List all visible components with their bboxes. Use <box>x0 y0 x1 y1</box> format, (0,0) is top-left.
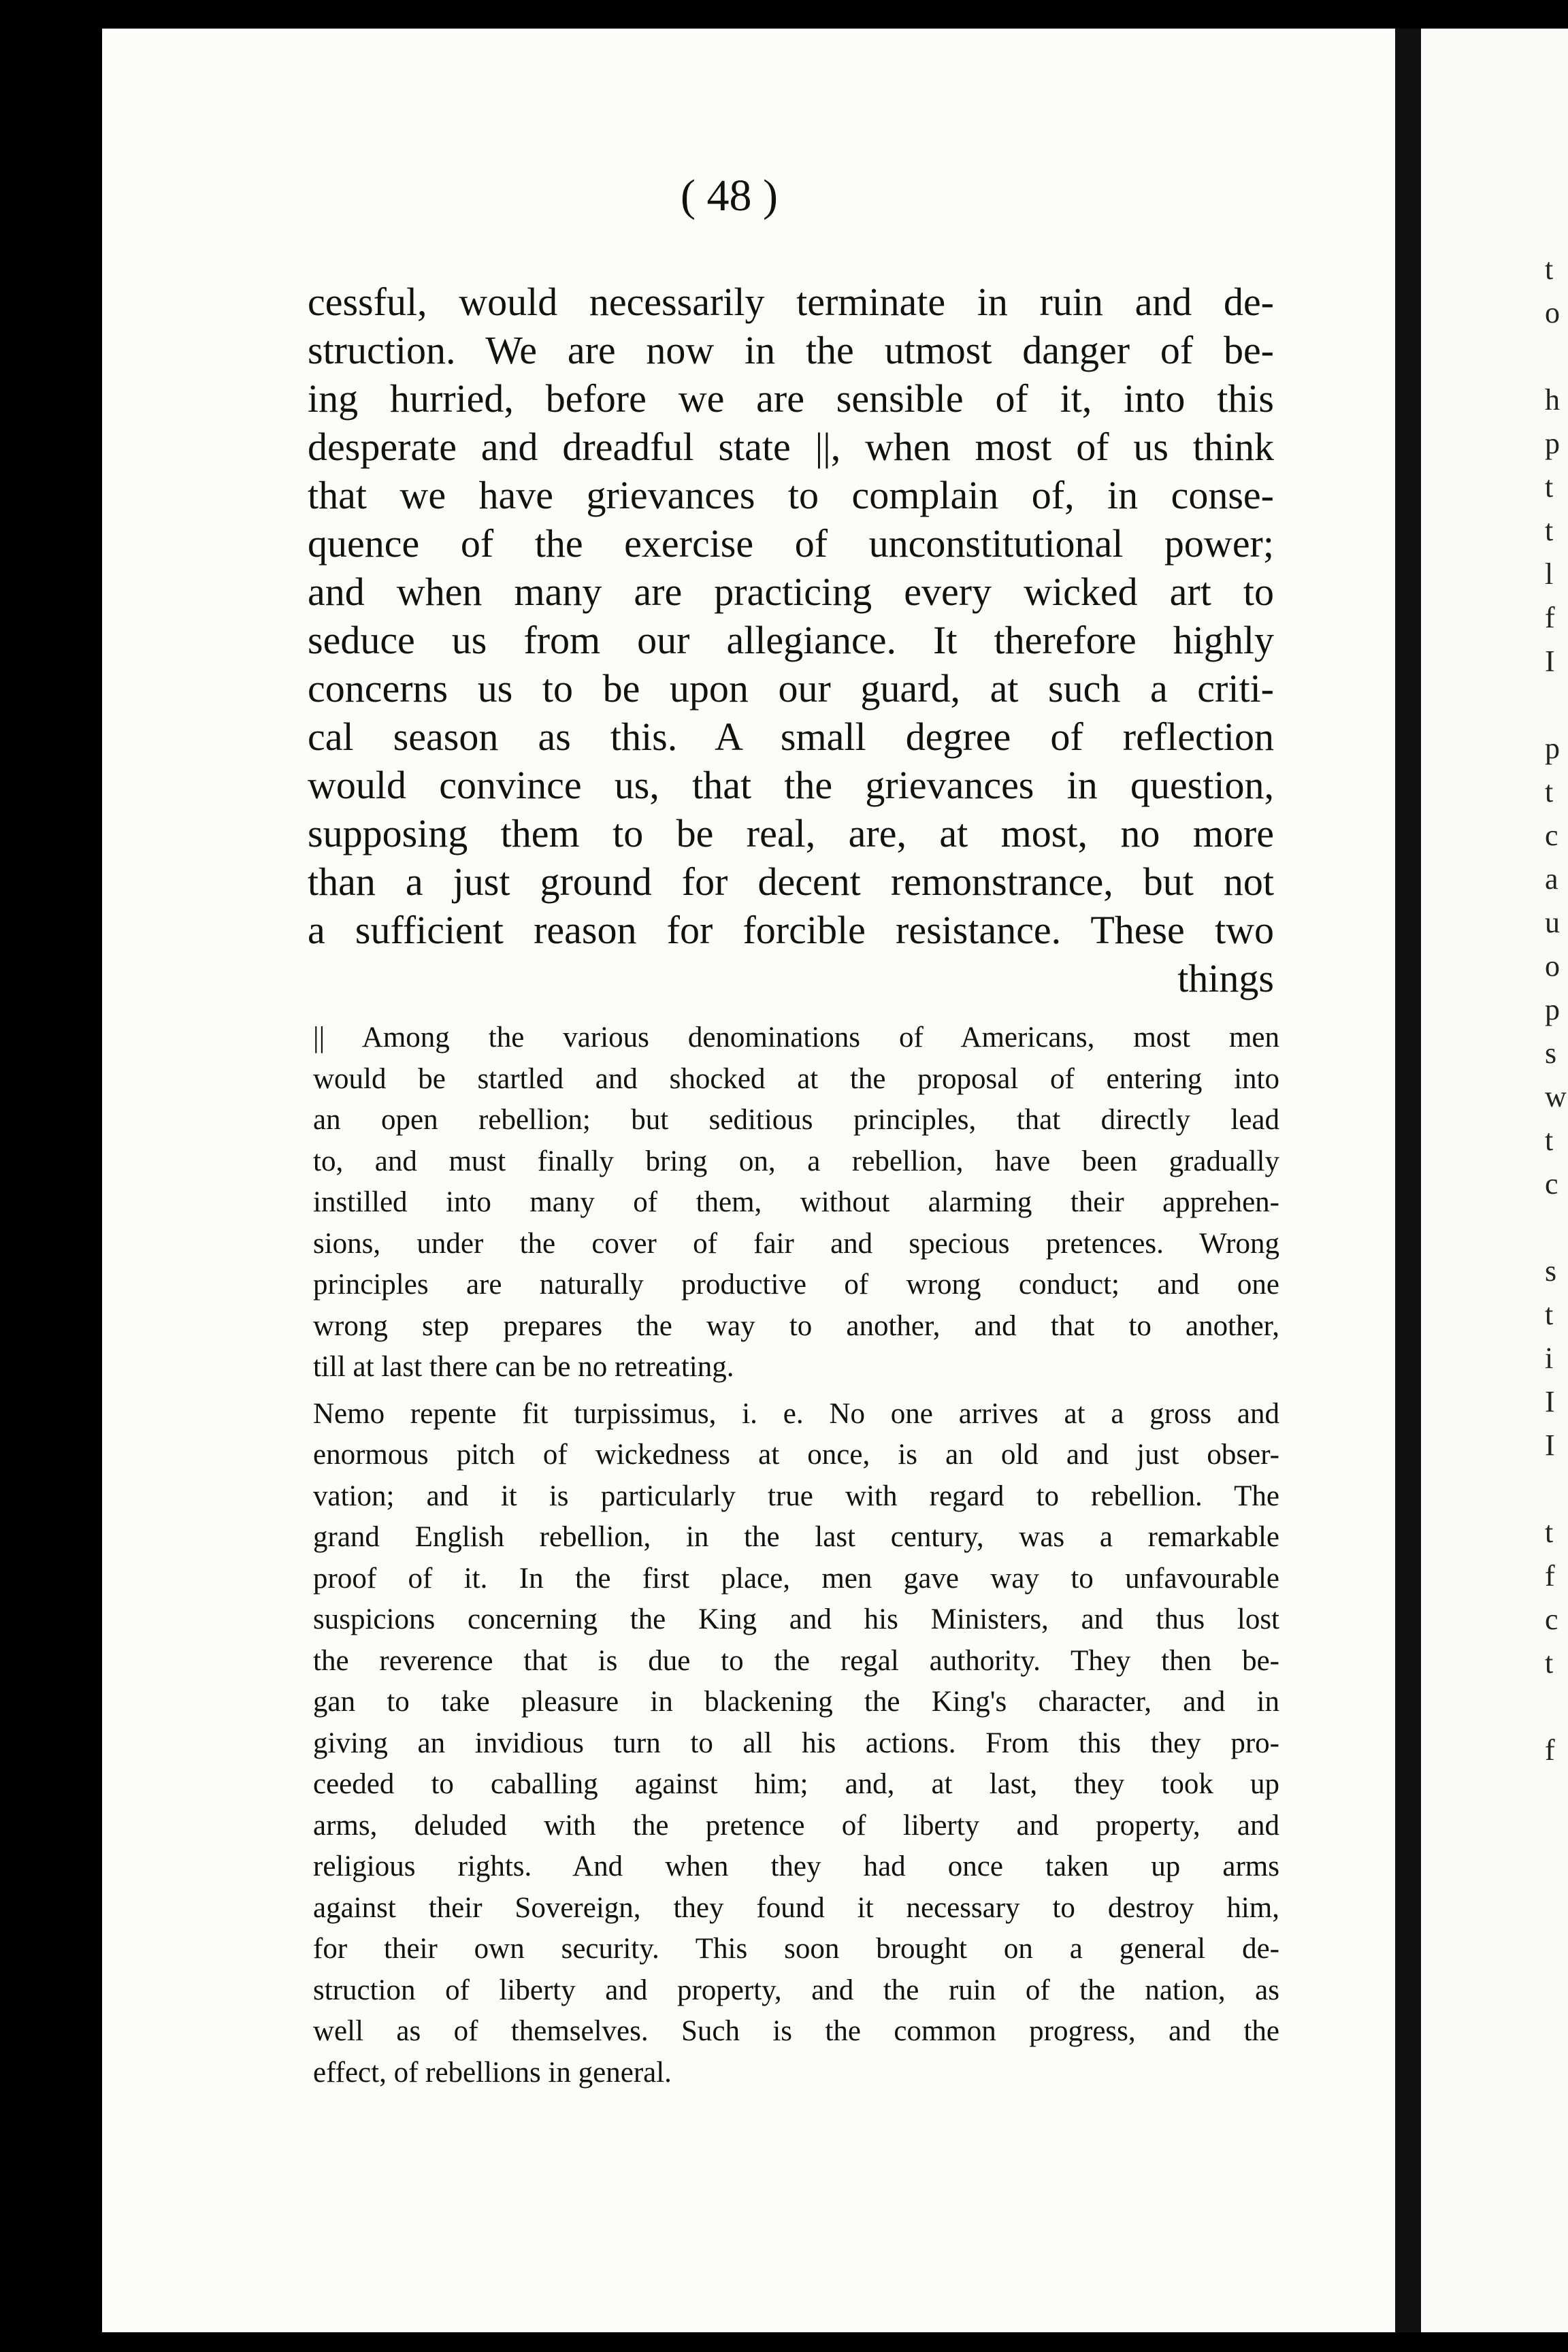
footnote-line: sions, under the cover of fair and specious pretences. Wrong <box>313 1227 1279 1260</box>
footnote-line: well as of themselves. Such is the common progress, and the <box>313 2015 1279 2047</box>
footnote-line: arms, deluded with the pretence of liberty and property, and <box>313 1809 1279 1842</box>
right-page-letter: w <box>1545 1080 1567 1113</box>
right-page-letter: t <box>1545 514 1554 547</box>
catchword: things <box>1177 956 1274 1000</box>
right-page-letter: l <box>1545 557 1554 591</box>
footnote-line: Nemo repente fit turpissimus, i. e. No one arrives at a gross and <box>313 1397 1279 1430</box>
text-line: a sufficient reason for forcible resistance. These two <box>308 908 1274 952</box>
footnote-line: an open rebellion; but seditious principles, that directly lead <box>313 1104 1279 1136</box>
footnote-line: for their own security. This soon brought on a general de- <box>313 1933 1279 1965</box>
footnote-line: suspicions concerning the King and his Ministers, and thus lost <box>313 1603 1279 1635</box>
footnote-line: giving an invidious turn to all his actions. From this they pro- <box>313 1727 1279 1759</box>
right-page-letter: u <box>1545 906 1560 939</box>
footnote-line: against their Sovereign, they found it necessary to destroy him, <box>313 1891 1279 1924</box>
right-page-letter: I <box>1545 644 1555 678</box>
right-page-letter: o <box>1545 296 1560 329</box>
page-number: ( 48 ) <box>681 171 778 220</box>
footnote-line: || Among the various denominations of Americans, most men <box>313 1022 1279 1054</box>
footnote-line: wrong step prepares the way to another, and that to another, <box>313 1309 1279 1342</box>
footnote-line: grand English rebellion, in the last century, was a remarkable <box>313 1521 1279 1553</box>
right-page-letter: c <box>1545 1167 1558 1200</box>
right-page-letter: t <box>1545 775 1554 808</box>
right-page-letter: a <box>1545 862 1558 896</box>
footnote-line: enormous pitch of wickedness at once, is an old and just obser- <box>313 1439 1279 1471</box>
footnote-line: instilled into many of them, without alarming their apprehen- <box>313 1186 1279 1218</box>
right-page-letter: h <box>1545 383 1560 416</box>
right-page-letter: I <box>1545 1428 1555 1462</box>
right-page-letter <box>1545 1210 1568 1254</box>
right-page-letter <box>1545 1689 1568 1733</box>
right-page-letter: t <box>1545 1646 1554 1680</box>
text-line: cessful, would necessarily terminate in ruin and de- <box>308 280 1274 324</box>
footnote-line: the reverence that is due to the regal authority. They then be- <box>313 1644 1279 1677</box>
right-page-letter: c <box>1545 1603 1558 1636</box>
text-line: supposing them to be real, are, at most, no more <box>308 811 1274 855</box>
footnote-line: to, and must finally bring on, a rebellion, have been gradually <box>313 1145 1279 1177</box>
footnote-line: ceeded to caballing against him; and, at last, they took up <box>313 1768 1279 1800</box>
right-page-letter: p <box>1545 427 1560 460</box>
text-line: concerns us to be upon our guard, at such a criti- <box>308 666 1274 710</box>
right-page-letter: c <box>1545 819 1558 852</box>
footnote-line: effect, of rebellions in general. <box>313 2056 672 2089</box>
text-line: ing hurried, before we are sensible of it, into this <box>308 376 1274 421</box>
right-page-letter: t <box>1545 470 1554 504</box>
right-page-letter: f <box>1545 1559 1555 1592</box>
text-line: than a just ground for decent remonstrance, but not <box>308 860 1274 904</box>
right-page-fragments <box>1545 252 1568 1776</box>
right-page-letter <box>1545 339 1568 382</box>
right-page-letter: p <box>1545 993 1560 1026</box>
text-line: struction. We are now in the utmost danger of be- <box>308 328 1274 372</box>
footnote-line: struction of liberty and property, and the ruin of the nation, as <box>313 1974 1279 2006</box>
right-page-letter: s <box>1545 1036 1557 1070</box>
footnote-line: would be startled and shocked at the proposal of entering into <box>313 1062 1279 1095</box>
footnote-line: gan to take pleasure in blackening the King's character, and in <box>313 1686 1279 1718</box>
footnote-line: proof of it. In the first place, men gave way to unfavourable <box>313 1562 1279 1595</box>
right-page-letter <box>1545 1471 1568 1515</box>
right-page-letter: s <box>1545 1254 1557 1288</box>
right-page-letter: o <box>1545 949 1560 983</box>
footnote-paragraph-2 <box>313 1394 1279 2094</box>
text-line: that we have grievances to complain of, in conse- <box>308 473 1274 517</box>
right-page-letter: t <box>1545 1124 1554 1157</box>
footnote-line: principles are naturally productive of wrong conduct; and one <box>313 1269 1279 1301</box>
right-page-letter: t <box>1545 1298 1554 1331</box>
right-page-letter: p <box>1545 732 1560 765</box>
book-gutter <box>1395 29 1422 2332</box>
footnote-line: till at last there can be no retreating. <box>313 1351 734 1383</box>
right-page-letter: f <box>1545 601 1555 634</box>
text-line: desperate and dreadful state ||, when most of us think <box>308 425 1274 469</box>
right-page-letter: i <box>1545 1341 1554 1375</box>
text-line: cal season as this. A small degree of reflection <box>308 715 1274 759</box>
right-page-letter: t <box>1545 1516 1554 1549</box>
footnote <box>313 1017 1279 2093</box>
right-page-letter: f <box>1545 1733 1555 1767</box>
text-line: and when many are practicing every wicked art to <box>308 570 1274 614</box>
text-line: would convince us, that the grievances in question, <box>308 763 1274 807</box>
right-page-letter <box>1545 687 1568 731</box>
main-text <box>308 278 1274 1002</box>
right-page-letter: t <box>1545 252 1554 286</box>
footnote-line: religious rights. And when they had once taken up arms <box>313 1850 1279 1882</box>
text-line: quence of the exercise of unconstitutional power; <box>308 521 1274 566</box>
text-line: seduce us from our allegiance. It therefore highly <box>308 618 1274 662</box>
right-page-letter: I <box>1545 1385 1555 1418</box>
footnote-line: vation; and it is particularly true with regard to rebellion. The <box>313 1480 1279 1512</box>
